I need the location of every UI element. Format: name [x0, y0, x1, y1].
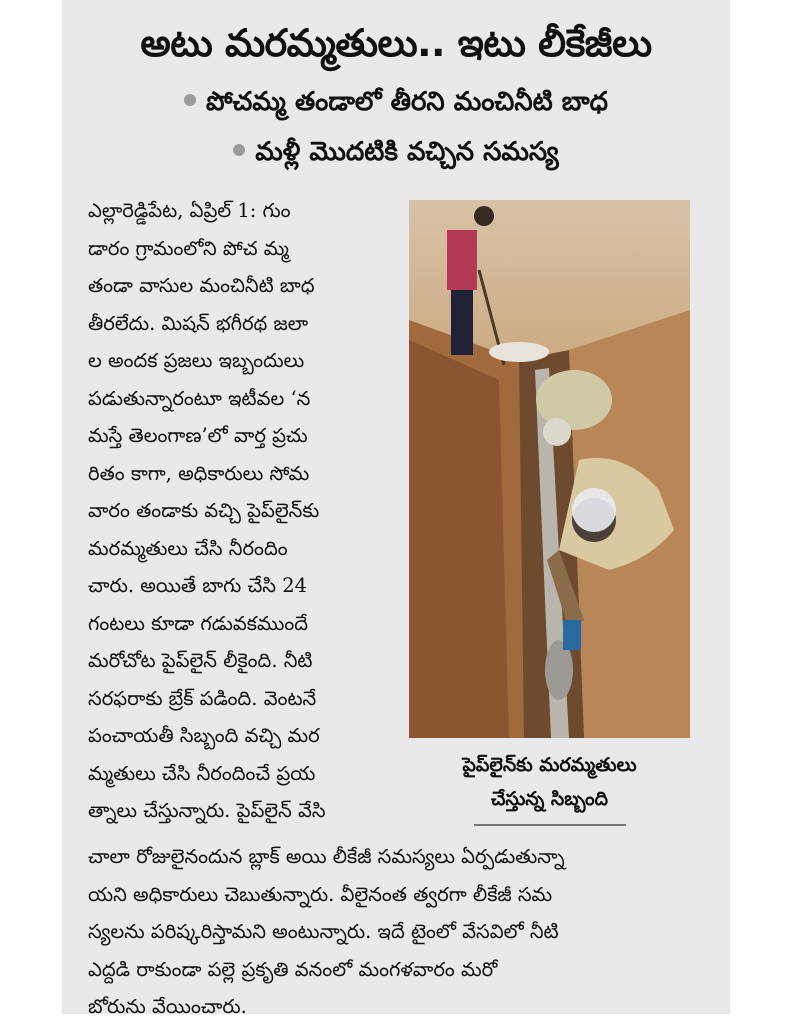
body-line: తీరలేదు. మిషన్ భగీరథ జలా: [88, 311, 309, 335]
body-line: చాలా రోజులైనందున బ్లాక్ అయి లీకేజీ సమస్యలు ఏర్పడుతున్నా: [88, 845, 565, 868]
caption-line-1: పైప్‌లైన్‌కు మరమ్మతులు: [462, 754, 637, 776]
body-line: పడుతున్నారంటూ ఇటీవల ‘న: [88, 386, 311, 410]
body-line: రితం కాగా, అధికారులు సోమ: [88, 461, 310, 485]
bullet-icon: [184, 94, 196, 106]
body-line: గంటలు కూడా గడువకముందే: [88, 611, 308, 635]
body-line: త్నాలు చేస్తున్నారు. పైప్‌లైన్ వేసి: [88, 799, 326, 822]
caption-line-2: చేస్తున్న సిబ్బంది: [490, 788, 609, 810]
body-line: చారు. అయితే బాగు చేసి 24: [88, 574, 308, 597]
body-line: పంచాయతీ సిబ్బంది వచ్చి మర: [88, 724, 320, 747]
photo-caption: [409, 748, 690, 816]
subheadline-2: [62, 132, 730, 172]
subheadline-1: [62, 82, 730, 122]
body-line: ఎద్దడి రాకుండా పల్లె ప్రకృతి వనంలో మంగళవారం మరో: [88, 957, 498, 981]
photo-workers-repairing-pipeline: [409, 200, 690, 738]
headline: అటు మరమ్మతులు.. ఇటు లీకేజీలు: [140, 21, 652, 65]
body-line: డారం గ్రామంలోని పోచ మ్మ: [88, 236, 289, 260]
bullet-icon: [233, 144, 245, 156]
subheadline-1-text: పోచమ్మ తండాలో తీరని మంచినీటి బాధ: [206, 87, 608, 117]
body-line: సరఫరాకు బ్రేక్ పడింది. వెంటనే: [88, 686, 317, 710]
body-line: బోరును వేయించారు.: [88, 995, 247, 1018]
body-line: మస్తే తెలంగాణ’లో వార్త ప్రచు: [88, 424, 308, 447]
body-line: యని అధికారులు చెబుతున్నారు. వీలైనంత త్వరగా లీకేజీ సమ: [88, 882, 553, 906]
caption-divider: [474, 824, 626, 826]
body-line: స్యలను పరిష్కరిస్తామని అంటున్నారు. ఇదే టైంలో వేసవిలో నీటి: [88, 920, 559, 943]
body-line: మరోచోట పైప్‌లైన్ లీకైంది. నీటి: [88, 649, 313, 672]
article-body-column: [88, 192, 400, 830]
body-line: తండా వాసుల మంచినీటి బాధ: [88, 274, 315, 297]
body-line: వారం తండాకు వచ్చి పైప్‌లైన్‌కు: [88, 499, 320, 522]
article-body-full: [88, 838, 708, 1026]
body-line: మ్మతులు చేసి నీరందించే ప్రయ: [88, 761, 316, 785]
news-photo: [409, 200, 690, 738]
body-line: మరమ్మతులు చేసి నీరందిం: [88, 536, 288, 560]
body-line: ల అందక ప్రజలు ఇబ్బందులు: [88, 349, 305, 372]
body-line: ఎల్లారెడ్డిపేట, ఏప్రిల్ 1: గుం: [88, 199, 291, 222]
subheadline-2-text: మళ్లీ మొదటికి వచ్చిన సమస్య: [255, 137, 559, 167]
